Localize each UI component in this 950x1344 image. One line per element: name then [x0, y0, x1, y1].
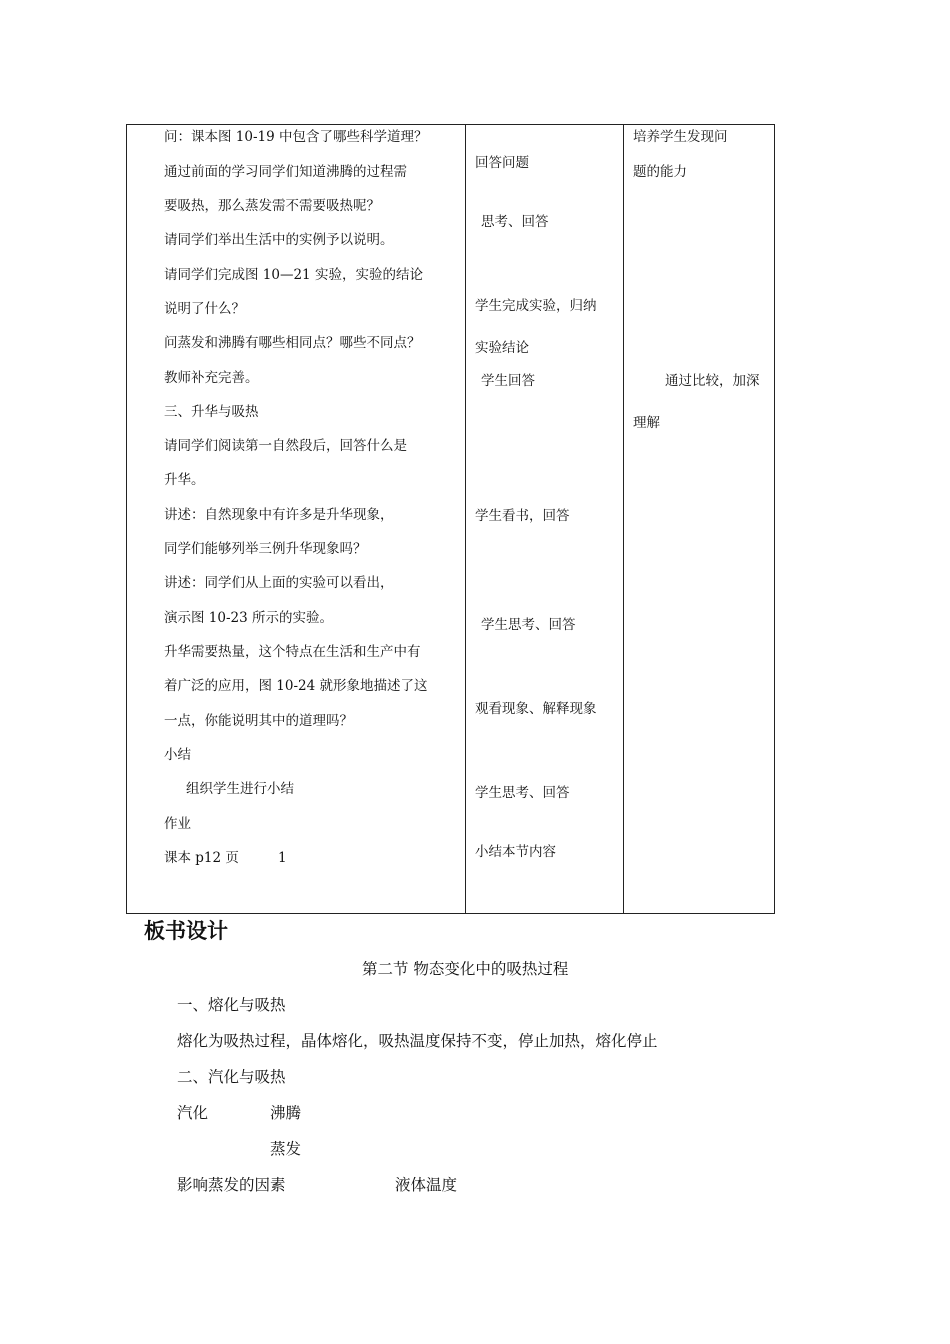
cell-line: 学生思考、回答 [475, 785, 570, 801]
cell-line: 小结 [164, 747, 191, 763]
board-line: 汽化 [177, 1104, 209, 1122]
cell-line: 请同学们举出生活中的实例予以说明。 [164, 232, 394, 248]
cell-line: 通过比较，加深 [665, 373, 760, 389]
board-line: 液体温度 [395, 1176, 458, 1194]
board-title: 第二节 物态变化中的吸热过程 [362, 960, 569, 978]
cell-line: 升华需要热量，这个特点在生活和生产中有 [164, 644, 421, 660]
cell-line: 讲述：自然现象中有许多是升华现象， [164, 507, 394, 523]
teacher-activity-column [127, 125, 465, 913]
cell-line: 作业 [164, 816, 191, 832]
cell-line: 组织学生进行小结 [186, 781, 294, 797]
cell-line: 请同学们完成图 10—21 实验，实验的结论 [164, 267, 423, 283]
cell-line: 问：课本图 10-19 中包含了哪些科学道理？ [164, 129, 428, 145]
cell-line: 题的能力 [633, 164, 687, 180]
student-activity-column [465, 125, 623, 913]
cell-line: 通过前面的学习同学们知道沸腾的过程需 [164, 164, 407, 180]
cell-line: 1 [278, 850, 287, 866]
board-line: 二、汽化与吸热 [177, 1068, 286, 1086]
board-line: 熔化为吸热过程，晶体熔化，吸热温度保持不变，停止加热，熔化停止 [177, 1032, 658, 1050]
cell-line: 学生回答 [481, 373, 535, 389]
cell-line: 学生完成实验，归纳 [475, 298, 597, 314]
cell-line: 观看现象、解释现象 [475, 701, 597, 717]
cell-line: 培养学生发现问 [633, 129, 728, 145]
cell-line: 小结本节内容 [475, 844, 556, 860]
board-line: 沸腾 [270, 1104, 302, 1122]
cell-line: 讲述：同学们从上面的实验可以看出， [164, 575, 394, 591]
board-line: 蒸发 [270, 1140, 302, 1158]
cell-line: 实验结论 [475, 340, 529, 356]
cell-line: 问蒸发和沸腾有哪些相同点？哪些不同点？ [164, 335, 421, 351]
cell-line: 请同学们阅读第一自然段后，回答什么是 [164, 438, 407, 454]
cell-line: 升华。 [164, 472, 205, 488]
cell-line: 思考、回答 [481, 214, 549, 230]
design-intent-column [623, 125, 774, 913]
cell-line: 说明了什么？ [164, 301, 245, 317]
cell-line: 理解 [633, 415, 660, 431]
board-line: 一、熔化与吸热 [177, 996, 286, 1014]
cell-line: 着广泛的应用，图 10-24 就形象地描述了这 [164, 678, 428, 694]
board-design-heading: 板书设计 [144, 919, 228, 943]
board-line: 影响蒸发的因素 [177, 1176, 286, 1194]
cell-line: 回答问题 [475, 155, 529, 171]
cell-line: 三、升华与吸热 [164, 404, 259, 420]
cell-line: 同学们能够列举三例升华现象吗？ [164, 541, 367, 557]
cell-line: 教师补充完善。 [164, 370, 259, 386]
cell-line: 课本 p12 页 [164, 850, 239, 866]
cell-line: 一点，你能说明其中的道理吗？ [164, 713, 353, 729]
lesson-table [126, 124, 775, 914]
cell-line: 学生看书，回答 [475, 508, 570, 524]
cell-line: 学生思考、回答 [481, 617, 576, 633]
cell-line: 要吸热，那么蒸发需不需要吸热呢？ [164, 198, 380, 214]
cell-line: 演示图 10-23 所示的实验。 [164, 610, 334, 626]
